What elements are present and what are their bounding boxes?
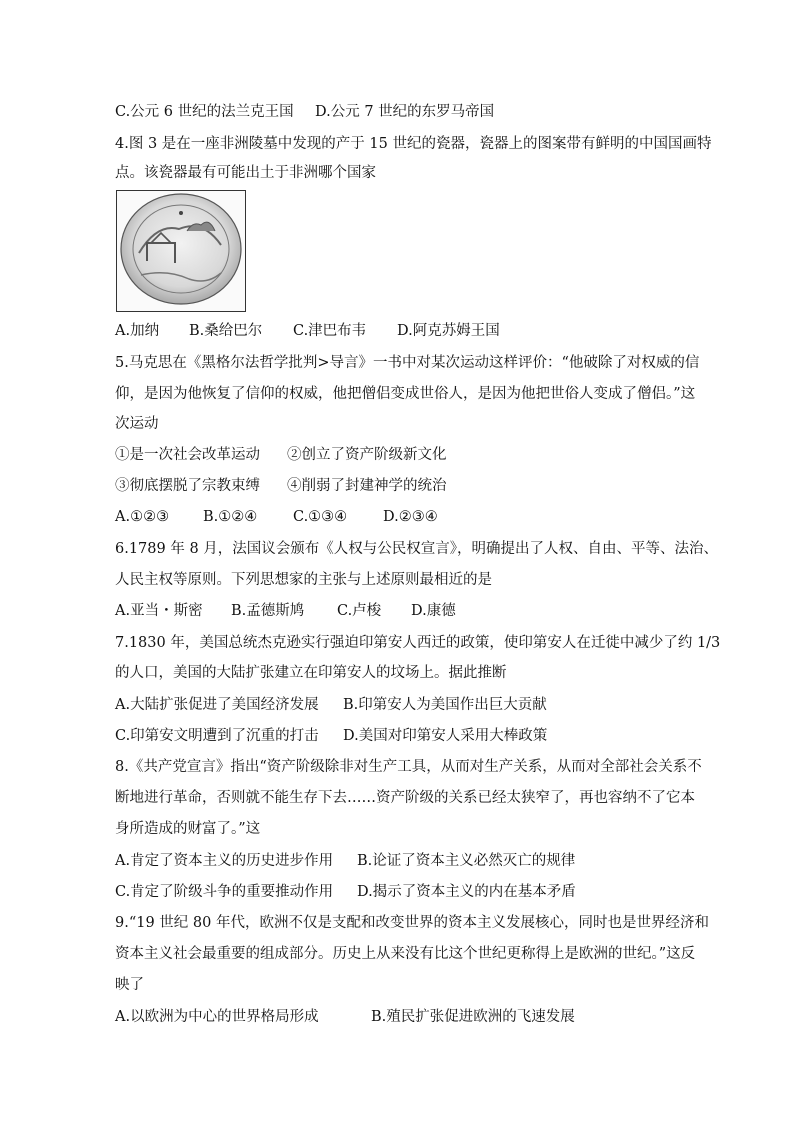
q6-option-a: A.亚当・斯密 — [115, 603, 203, 619]
q6-stem-line1: 6.1789 年 8 月，法国议会颁布《人权与公民权宣言》，明确提出了人权、自由、平等、法治、 — [115, 541, 719, 557]
q4-option-d: D.阿克苏姆王国 — [397, 323, 500, 339]
q5-item-2: ②创立了资产阶级新文化 — [287, 447, 447, 463]
q5-option-b: B.①②④ — [203, 509, 258, 525]
q5-stem-line3: 次运动 — [115, 416, 159, 432]
q9-option-b: B.殖民扩张促进欧洲的飞速发展 — [371, 1009, 575, 1025]
q5-stem-line1: 5.马克思在《黑格尔法哲学批判>导言》一书中对某次运动这样评价：“他破除了对权威的信 — [115, 355, 700, 371]
q5-option-d: D.②③④ — [383, 509, 438, 525]
q6-option-c: C.卢梭 — [337, 603, 382, 619]
q5-option-a: A.①②③ — [115, 509, 170, 525]
q6-option-b: B.孟德斯鸠 — [231, 603, 305, 619]
q8-option-b: B.论证了资本主义必然灭亡的规律 — [357, 853, 576, 869]
q5-item-3: ③彻底摆脱了宗教束缚 — [115, 478, 260, 494]
q3-option-d: D.公元 7 世纪的东罗马帝国 — [315, 104, 495, 120]
q7-stem-line1: 7.1830 年，美国总统杰克逊实行强迫印第安人西迁的政策，使印第安人在迁徙中减少了约 1/3 — [115, 635, 721, 651]
q9-stem-line2: 资本主义社会最重要的组成部分。历史上从来没有比这个世纪更称得上是欧洲的世纪。”这反 — [115, 946, 696, 962]
porcelain-plate-image — [116, 190, 246, 312]
q3-option-c: C.公元 6 世纪的法兰克王国 — [115, 104, 294, 120]
porcelain-plate-icon — [117, 191, 245, 311]
q7-option-b: B.印第安人为美国作出巨大贡献 — [343, 697, 547, 713]
q4-stem-line1: 4.图 3 是在一座非洲陵墓中发现的产于 15 世纪的瓷器，瓷器上的图案带有鲜明的中国国画特 — [115, 136, 712, 152]
q9-option-a: A.以欧洲为中心的世界格局形成 — [115, 1009, 319, 1025]
q4-option-a: A.加纳 — [115, 323, 160, 339]
q8-stem-line3: 身所造成的财富了。”这 — [115, 821, 261, 837]
q8-stem-line2: 断地进行革命，否则就不能生存下去……资产阶级的关系已经太狭窄了，再也容纳不了它本 — [115, 790, 695, 806]
q7-option-c: C.印第安文明遭到了沉重的打击 — [115, 728, 319, 744]
q6-stem-line2: 人民主权等原则。下列思想家的主张与上述原则最相近的是 — [115, 572, 492, 588]
q6-option-d: D.康德 — [411, 603, 456, 619]
q8-option-c: C.肯定了阶级斗争的重要推动作用 — [115, 884, 334, 900]
q7-option-d: D.美国对印第安人采用大棒政策 — [343, 728, 548, 744]
q4-stem-line2: 点。该瓷器最有可能出土于非洲哪个国家 — [115, 165, 376, 181]
q5-item-1: ①是一次社会改革运动 — [115, 447, 260, 463]
q4-option-c: C.津巴布韦 — [293, 323, 367, 339]
q7-option-a: A.大陆扩张促进了美国经济发展 — [115, 697, 319, 713]
q8-option-d: D.揭示了资本主义的内在基本矛盾 — [357, 884, 576, 900]
q4-option-b: B.桑给巴尔 — [189, 323, 263, 339]
q8-option-a: A.肯定了资本主义的历史进步作用 — [115, 853, 334, 869]
q8-stem-line1: 8.《共产党宣言》指出“资产阶级除非对生产工具，从而对生产关系，从而对全部社会关系不 — [115, 759, 702, 775]
q7-stem-line2: 的人口，美国的大陆扩张建立在印第安人的坟场上。据此推断 — [115, 665, 507, 681]
q9-stem-line1: 9.“19 世纪 80 年代，欧洲不仅是支配和改变世界的资本主义发展核心，同时也是世界经济和 — [115, 915, 709, 931]
q5-option-c: C.①③④ — [293, 509, 348, 525]
q9-stem-line3: 映了 — [115, 977, 144, 993]
q5-item-4: ④削弱了封建神学的统治 — [287, 478, 447, 494]
q5-stem-line2: 仰，是因为他恢复了信仰的权威，他把僧侣变成世俗人，是因为他把世俗人变成了僧侣。”这 — [115, 386, 696, 402]
